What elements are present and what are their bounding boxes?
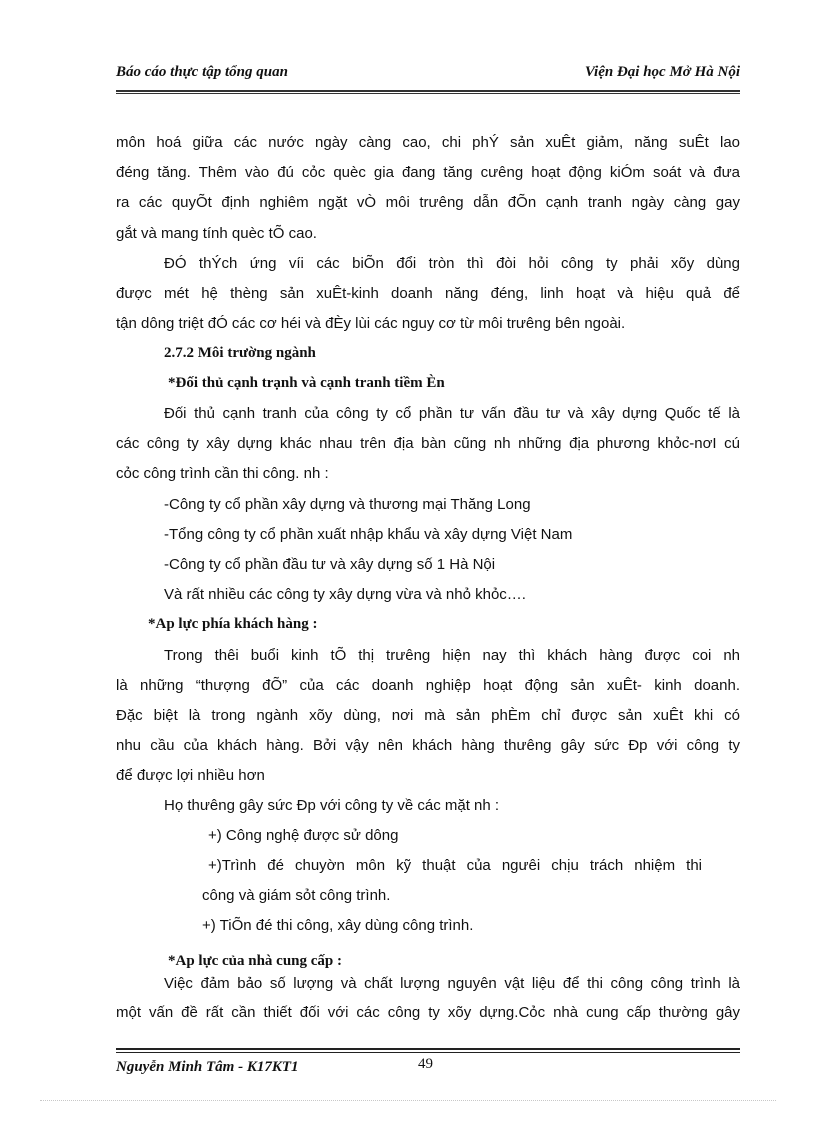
paragraph-line: môn hoá giữa các nước ngày càng cao, chi phÝ sản xuÊt giảm, năng suÊt lao <box>116 134 740 151</box>
list-item: +) Công nghệ được sử dông <box>208 827 399 844</box>
section-heading: 2.7.2 Môi trường ngành <box>164 345 316 361</box>
footer-rule-thick <box>116 1048 740 1050</box>
paragraph-line: là những “thượng đÕ” của các doanh nghiệp hoạt động sản xuÊt- kinh doanh. <box>116 677 740 694</box>
list-item: công và giám sỏt công trình. <box>202 887 391 904</box>
footer-rule-thin <box>116 1052 740 1053</box>
list-item: +) TiÕn đé thi công, xây dùng công trình. <box>202 917 474 934</box>
paragraph-line: để được lợi nhiều hơn <box>116 767 265 784</box>
list-item: -Công ty cổ phần đầu tư và xây dựng số 1 Hà Nội <box>164 556 496 573</box>
page-bottom-dotted-line <box>40 1100 776 1101</box>
paragraph-line: đéng tăng. Thêm vào đú cỏc quèc gia đang tăng cưêng hoạt động kiÓm soát và đưa <box>116 164 740 181</box>
footer-author: Nguyễn Minh Tâm - K17KT1 <box>116 1059 299 1075</box>
header-report-title: Báo cáo thực tập tổng quan <box>116 64 288 80</box>
paragraph-line: các công ty xây dựng khác nhau trên địa bàn cũng nh những địa phương khỏc-nơI cú <box>116 435 740 452</box>
paragraph-line: Và rất nhiều các công ty xây dựng vừa và nhỏ khỏc…. <box>164 586 526 603</box>
subsection-heading: *Ap lực phía khách hàng : <box>148 616 318 632</box>
paragraph-line: gắt và mang tính quèc tÕ cao. <box>116 225 317 242</box>
paragraph-line: được mét hệ thèng sản xuÊt-kinh doanh năng đéng, linh hoạt và hiệu quả để <box>116 285 740 302</box>
paragraph-line: ra các quyÕt định nghiêm ngặt vÒ môi trưêng dẫn đÕn cạnh tranh ngày càng gay <box>116 194 740 211</box>
paragraph-line: nhu cầu của khách hàng. Bởi vậy nên khách hàng thưêng gây sức Ðp với công ty <box>116 737 740 754</box>
header-rule-thick <box>116 90 740 92</box>
paragraph-line: Trong thêi buổi kinh tÕ thị trưêng hiện nay thì khách hàng được coi nh <box>164 647 740 664</box>
paragraph-line: ĐÓ thÝch ứng víi các biÕn đổi tròn thì đòi hỏi công ty phải xõy dùng <box>164 255 740 272</box>
subsection-heading: *Đối thủ cạnh trạnh và cạnh tranh tiềm Èn <box>168 375 445 391</box>
paragraph-line: cỏc công trình cần thi công. nh : <box>116 465 329 482</box>
list-item: +)Trình đé chuyờn môn kỹ thuật của ngưêi chịu trách nhiệm thi <box>208 857 702 874</box>
paragraph-line: Việc đảm bảo số lượng và chất lượng nguyên vật liệu để thi công công trình là <box>164 975 740 992</box>
subsection-heading: *Ap lực của nhà cung cấp : <box>168 953 343 969</box>
paragraph-line: Họ thưêng gây sức Ðp với công ty về các mặt nh : <box>164 797 500 814</box>
header-institution: Viện Đại học Mở Hà Nội <box>584 64 740 80</box>
list-item: -Tổng công ty cổ phần xuất nhập khẩu và xây dựng Việt Nam <box>164 526 573 543</box>
page-header <box>116 64 740 88</box>
paragraph-line: một vấn đề rất cần thiết đối với các công ty xõy dựng.Cỏc nhà cung cấp thường gây <box>116 1004 740 1021</box>
paragraph-line: Đối thủ cạnh tranh của công ty cổ phần tư vấn đầu tư và xây dựng Quốc tế là <box>164 405 740 422</box>
paragraph-line: Đặc biệt là trong ngành xõy dùng, nơi mà sản phÈm chỉ được sản xuÊt khi có <box>116 707 740 724</box>
header-rule-thin <box>116 93 740 94</box>
paragraph-line: tận dông triệt đÓ các cơ héi và đÈy lùi các nguy cơ từ môi trưêng bên ngoài. <box>116 315 626 332</box>
page-number: 49 <box>418 1056 433 1072</box>
list-item: -Công ty cổ phần xây dựng và thương mại Thăng Long <box>164 496 531 513</box>
